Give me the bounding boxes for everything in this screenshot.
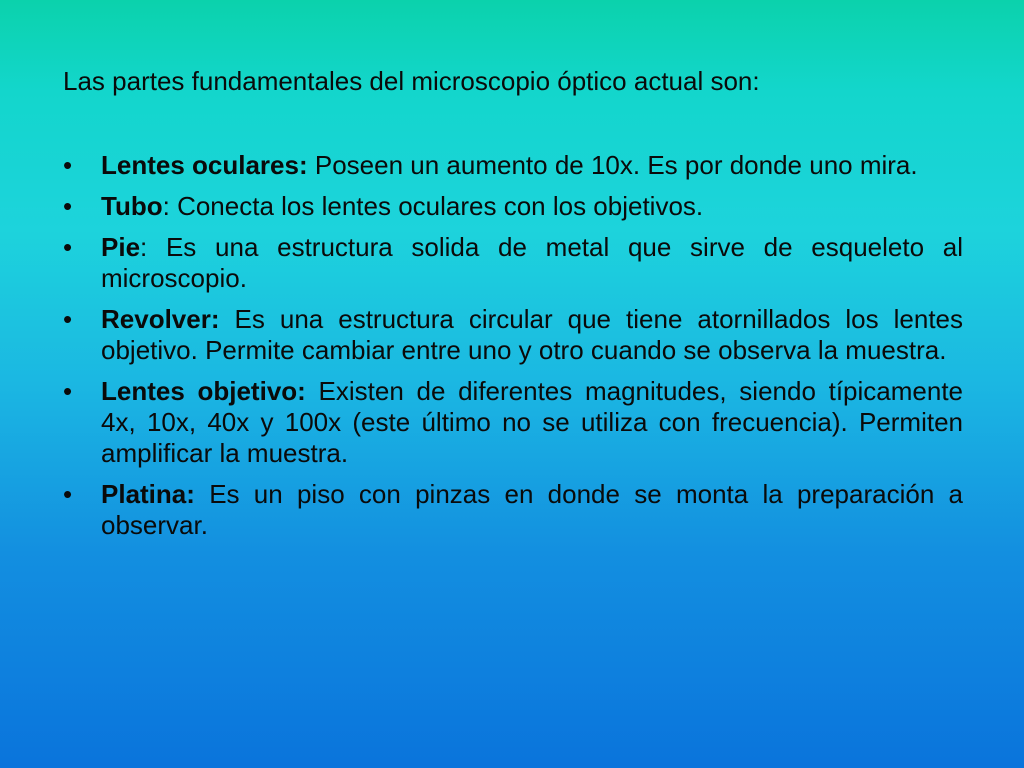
intro-text: Las partes fundamentales del microscopio óptico actual son: <box>63 66 760 96</box>
term-separator <box>220 304 235 334</box>
term-description: Existen de diferentes magnitudes, siendo típicamente 4x, 10x, 40x y 100x (este último no se utiliza con frecuencia). Permiten amplificar la muestra. <box>101 376 963 468</box>
term-separator <box>308 150 315 180</box>
term-description: Es un piso con pinzas en donde se monta la preparación a observar. <box>101 479 963 540</box>
term-label: Platina: <box>101 479 195 509</box>
bullet-dot-icon: • <box>63 232 73 262</box>
bullet-list <box>63 150 963 551</box>
term-separator <box>195 479 209 509</box>
bullet-item-platina <box>63 479 963 541</box>
bullet-item-oculares <box>63 150 963 181</box>
term-label: Tubo <box>101 191 163 221</box>
bullet-item-revolver <box>63 304 963 366</box>
bullet-dot-icon: • <box>63 304 73 334</box>
term-description: Poseen un aumento de 10x. Es por donde uno mira. <box>314 150 918 180</box>
bullet-dot-icon: • <box>63 479 73 509</box>
term-label: Revolver: <box>101 304 220 334</box>
term-separator <box>306 376 319 406</box>
term-description: Es una estructura circular que tiene atornillados los lentes objetivo. Permite cambiar entre uno y otro cuando se observa la muestra. <box>101 304 964 365</box>
bullet-item-objetivo <box>63 376 963 469</box>
term-separator: : <box>162 191 178 221</box>
term-label: Lentes objetivo: <box>101 376 306 406</box>
term-description: Es una estructura solida de metal que sirve de esqueleto al microscopio. <box>101 232 963 293</box>
bullet-dot-icon: • <box>63 150 73 180</box>
bullet-item-tubo <box>63 191 963 222</box>
term-label: Pie <box>101 232 141 262</box>
term-label: Lentes oculares: <box>101 150 308 180</box>
bullet-dot-icon: • <box>63 376 73 406</box>
bullet-item-pie <box>63 232 963 294</box>
bullet-dot-icon: • <box>63 191 73 221</box>
term-description: Conecta los lentes oculares con los objetivos. <box>177 191 704 221</box>
term-separator: : <box>140 232 166 262</box>
